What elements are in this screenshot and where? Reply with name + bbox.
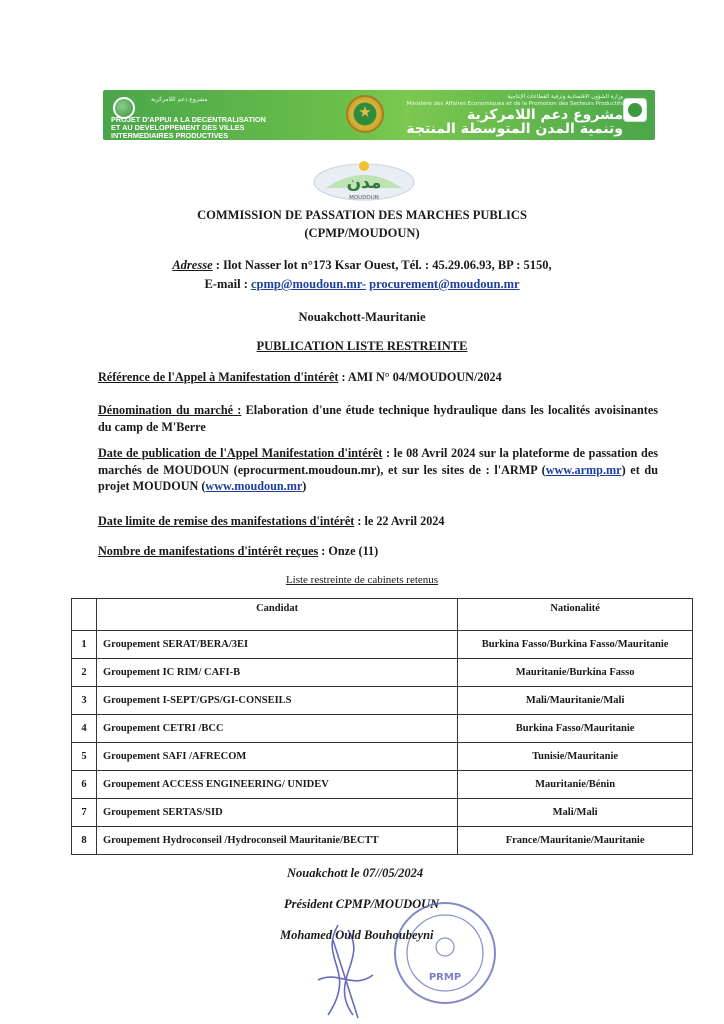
count-line <box>98 543 658 560</box>
signatory-name: Mohamed Ould Bouhoubeyni <box>280 928 434 942</box>
row-candidat: Groupement ACCESS ENGINEERING/ UNIDEV <box>96 771 457 799</box>
row-candidat: Groupement CETRI /BCC <box>96 715 457 743</box>
row-nationalite: Burkina Fasso/Burkina Fasso/Mauritanie <box>458 631 693 659</box>
publication-date-paragraph <box>98 445 658 495</box>
row-number: 8 <box>72 827 97 855</box>
moudoun-logo <box>312 158 416 204</box>
commission-acronym: (CPMP/MOUDOUN) <box>304 226 420 240</box>
reference-label: Référence de l'Appel à Manifestation d'intérêt <box>98 370 339 384</box>
email-line <box>0 277 724 292</box>
row-candidat: Groupement I-SEPT/GPS/GI-CONSEILS <box>96 687 457 715</box>
table-row <box>72 743 693 771</box>
stamp-label: PRMP <box>428 972 462 983</box>
banner-left-arabic: مشروع دعم اللامركزية <box>151 97 208 103</box>
publication-date-text-3: ) <box>302 479 307 493</box>
banner-left-line: INTERMEDIAIRES PRODUCTIVES <box>111 131 229 140</box>
national-emblem-icon <box>346 95 384 133</box>
table-row <box>72 687 693 715</box>
table-row <box>72 799 693 827</box>
row-number: 5 <box>72 743 97 771</box>
table-row <box>72 659 693 687</box>
row-number: 4 <box>72 715 97 743</box>
row-number: 7 <box>72 799 97 827</box>
signatory-title: Président CPMP/MOUDOUN <box>284 897 440 911</box>
official-stamp <box>390 895 500 1010</box>
row-candidat: Groupement SERTAS/SID <box>96 799 457 827</box>
armp-link[interactable]: www.armp.mr <box>545 462 622 477</box>
table-row <box>72 771 693 799</box>
row-nationalite: Burkina Fasso/Mauritanie <box>458 715 693 743</box>
banner-left-line: ET AU DEVELOPPEMENT DES VILLES <box>111 123 245 132</box>
row-number: 1 <box>72 631 97 659</box>
row-candidat: Groupement SAFI /AFRECOM <box>96 743 457 771</box>
reference-value: : AMI N° 04/MOUDOUN/2024 <box>338 370 502 384</box>
header-banner <box>103 90 655 140</box>
banner-left-text <box>111 116 266 140</box>
email-link-procurement[interactable]: procurement@moudoun.mr <box>369 277 520 291</box>
table-row <box>72 827 693 855</box>
deadline-line <box>98 513 658 530</box>
row-candidat: Groupement Hydroconseil /Hydroconseil Mauritanie/BECTT <box>96 827 457 855</box>
table-row <box>72 631 693 659</box>
project-logo-icon <box>623 98 647 122</box>
row-candidat: Groupement IC RIM/ CAFI-B <box>96 659 457 687</box>
moudoun-link[interactable]: www.moudoun.mr <box>205 479 303 493</box>
logo-label: MOUDOUN <box>349 195 379 201</box>
email-label: E-mail : <box>204 277 251 291</box>
banner-right-title-1: مشروع دعم اللامركزية <box>466 107 623 123</box>
list-title: Liste restreinte de cabinets retenus <box>285 574 439 586</box>
row-number: 6 <box>72 771 97 799</box>
banner-right-small-fr: Ministère des Affaires Economiques et de la Promotion des Secteurs Productifs <box>406 101 623 107</box>
commission-title: COMMISSION DE PASSATION DES MARCHES PUBLICS <box>197 208 527 222</box>
count-value: : Onze (11) <box>318 544 379 558</box>
place-date: Nouakchott le 07//05/2024 <box>287 866 424 880</box>
publication-date-text-2: ) et du projet MOUDOUN ( <box>98 462 658 493</box>
banner-left-block <box>109 94 329 140</box>
row-candidat: Groupement SERAT/BERA/3EI <box>96 631 457 659</box>
publication-date-text-1: : le 08 Avril 2024 sur la plateforme de passation des marchés de MOUDOUN (eprocurment.moudoun.mr), et sur les sites de : l'ARMP ( <box>98 446 658 477</box>
address-text: : Ilot Nasser lot n°173 Ksar Ouest, Tél. : 45.29.06.93, BP : 5150, <box>212 258 552 272</box>
banner-right-small-ar: وزارة الشؤون الاقتصادية وترقية القطاعات الإنتاجية <box>507 94 623 100</box>
deadline-value: : le 22 Avril 2024 <box>354 514 445 528</box>
header-candidat: Candidat <box>96 599 457 631</box>
address-label: Adresse <box>172 258 213 272</box>
logo-arabic-text: مدن <box>346 173 382 193</box>
row-nationalite: Mauritanie/Burkina Fasso <box>458 659 693 687</box>
table-row <box>72 715 693 743</box>
denomination-paragraph <box>98 402 658 435</box>
row-number: 2 <box>72 659 97 687</box>
row-nationalite: Tunisie/Mauritanie <box>458 743 693 771</box>
address-line <box>0 258 724 273</box>
header-num <box>72 599 97 631</box>
row-number: 3 <box>72 687 97 715</box>
banner-right-block <box>397 94 647 136</box>
row-nationalite: Mali/Mauritanie/Mali <box>458 687 693 715</box>
reference-line <box>98 369 658 386</box>
deadline-label: Date limite de remise des manifestations d'intérêt <box>98 514 355 528</box>
row-nationalite: France/Mauritanie/Mauritanie <box>458 827 693 855</box>
email-link-cpmp[interactable]: cpmp@moudoun.mr- <box>251 277 366 291</box>
publication-date-label: Date de publication de l'Appel Manifestation d'intérêt <box>98 446 383 460</box>
banner-right-title-2: وتنمية المدن المتوسطة المنتجة <box>406 121 623 137</box>
table-header-row <box>72 599 693 631</box>
header-nationalite: Nationalité <box>458 599 693 631</box>
denomination-value: Elaboration d'une étude technique hydraulique dans les localités avoisinantes du camp de M'Berre <box>98 403 658 434</box>
row-nationalite: Mauritanie/Bénin <box>458 771 693 799</box>
denomination-label: Dénomination du marché : <box>98 403 242 417</box>
city-line: Nouakchott-Mauritanie <box>298 310 426 324</box>
banner-left-line: PROJET D'APPUI A LA DECENTRALISATION <box>111 115 266 124</box>
candidates-table <box>71 598 693 855</box>
row-nationalite: Mali/Mali <box>458 799 693 827</box>
count-label: Nombre de manifestations d'intérêt reçues <box>98 544 319 558</box>
publication-title: PUBLICATION LISTE RESTREINTE <box>256 339 468 353</box>
